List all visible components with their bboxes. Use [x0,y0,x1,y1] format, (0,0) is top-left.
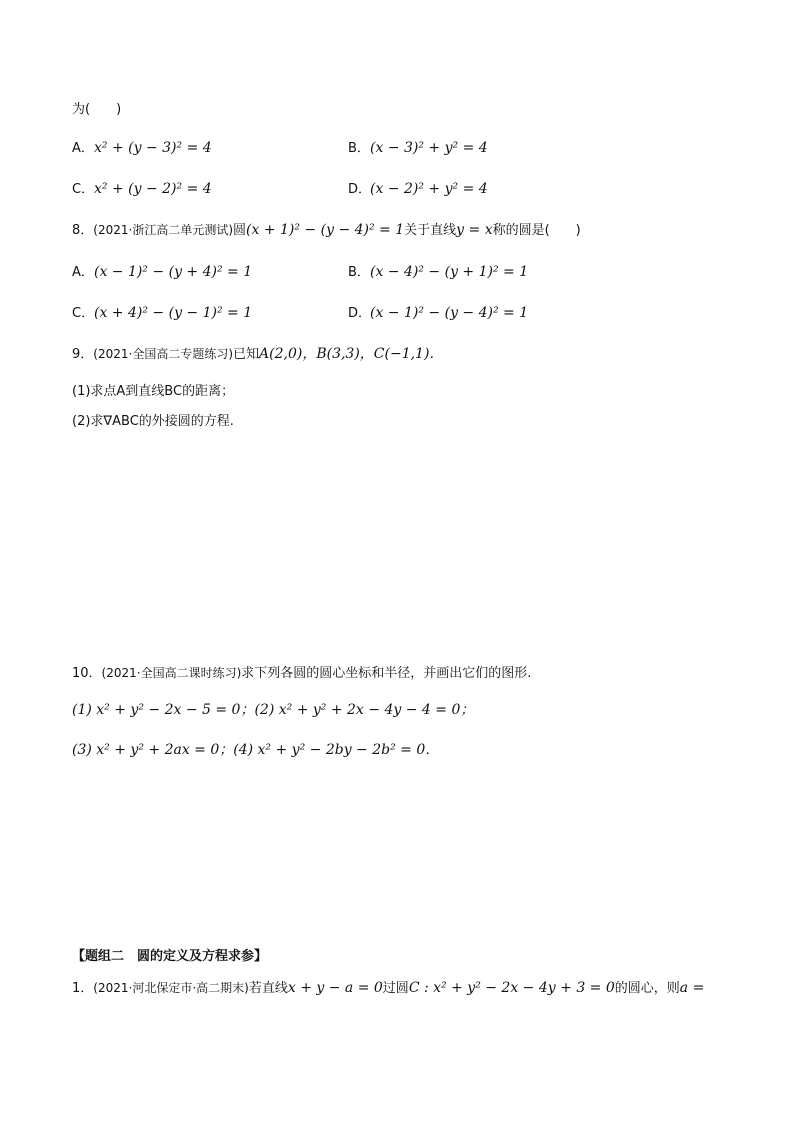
option-label: C． [72,182,95,197]
option-formula: (x − 3)² + y² = 4 [370,140,488,156]
option-label: B． [348,265,370,280]
s2-q1-text-before: 若直线 [248,981,288,996]
q9-stem [72,344,443,365]
q8-option-a [72,262,252,283]
question-source: (2021·全国高二专题练习) [93,347,233,361]
option-label: D． [348,306,372,321]
s2-q1-text-mid: 过圆 [382,981,409,996]
s2-q1-circle: C : x² + y² − 2x − 4y + 3 = 0 [408,980,615,996]
option-formula: (x + 4)² − (y − 1)² = 1 [94,305,253,321]
q8-option-c [72,303,252,324]
question-number: 9． [72,347,94,362]
question-number: 10． [72,666,102,681]
q9-text-before: 已知 [233,347,260,362]
option-formula: (x − 4)² − (y + 1)² = 1 [370,264,529,280]
q10-line2 [72,740,439,761]
q8-option-b [348,262,528,283]
question-number: 8． [72,223,94,238]
option-label: A． [72,265,94,280]
q9-sub1: (1)求点A到直线BC的距离； [72,384,235,399]
option-label: D． [348,182,372,197]
s2-q1-stem [72,978,704,999]
question-source: (2021·河北保定市·高二期末) [93,981,249,995]
q7-tail: 为( ) [72,102,122,117]
q8-option-d [348,303,528,324]
q8-text-before: 圆 [233,223,247,238]
q10-equations-2: (3) x² + y² + 2ax = 0；(4) x² + y² − 2by − 2b² = 0． [72,742,440,758]
option-formula: x² + (y − 2)² = 4 [94,181,212,197]
s2-q1-tail: a = [679,980,705,996]
q7-option-c [72,179,212,200]
q8-stem [72,220,581,241]
q10-text: 求下列各圆的圆心坐标和半径，并画出它们的图形. [241,666,532,681]
question-source: (2021·全国高二课时练习) [101,666,242,680]
q7-option-a [72,138,212,159]
q10-line1 [72,700,474,721]
option-label: A． [72,141,94,156]
option-label: B． [348,141,370,156]
q8-text-mid: 关于直线 [404,223,457,238]
option-formula: (x − 1)² − (y − 4)² = 1 [370,305,529,321]
section-title: 【题组二 圆的定义及方程求参】 [72,949,268,964]
s2-q1-text-after: 的圆心，则 [614,981,680,996]
q8-line-eq: y = x [456,222,493,238]
q10-stem [72,663,531,684]
q7-option-d [348,179,488,200]
option-formula: (x − 2)² + y² = 4 [370,181,488,197]
q10-equations-1: (1) x² + y² − 2x − 5 = 0；(2) x² + y² + 2x − 4y − 4 = 0； [72,702,475,718]
q9-sub2: (2)求∇ABC的外接圆的方程. [72,414,234,429]
s2-q1-line-eq: x + y − a = 0 [287,980,383,996]
option-formula: (x − 1)² − (y + 4)² = 1 [94,264,253,280]
q8-text-after: 称的圆是( ) [492,223,581,238]
q9-points: A(2,0)，B(3,3)，C(−1,1)． [259,346,444,362]
q8-formula: (x + 1)² − (y − 4)² = 1 [246,222,405,238]
option-label: C． [72,306,95,321]
question-source: (2021·浙江高二单元测试) [93,223,233,237]
option-formula: x² + (y − 3)² = 4 [94,140,212,156]
q7-option-b [348,138,488,159]
question-number: 1． [72,981,94,996]
